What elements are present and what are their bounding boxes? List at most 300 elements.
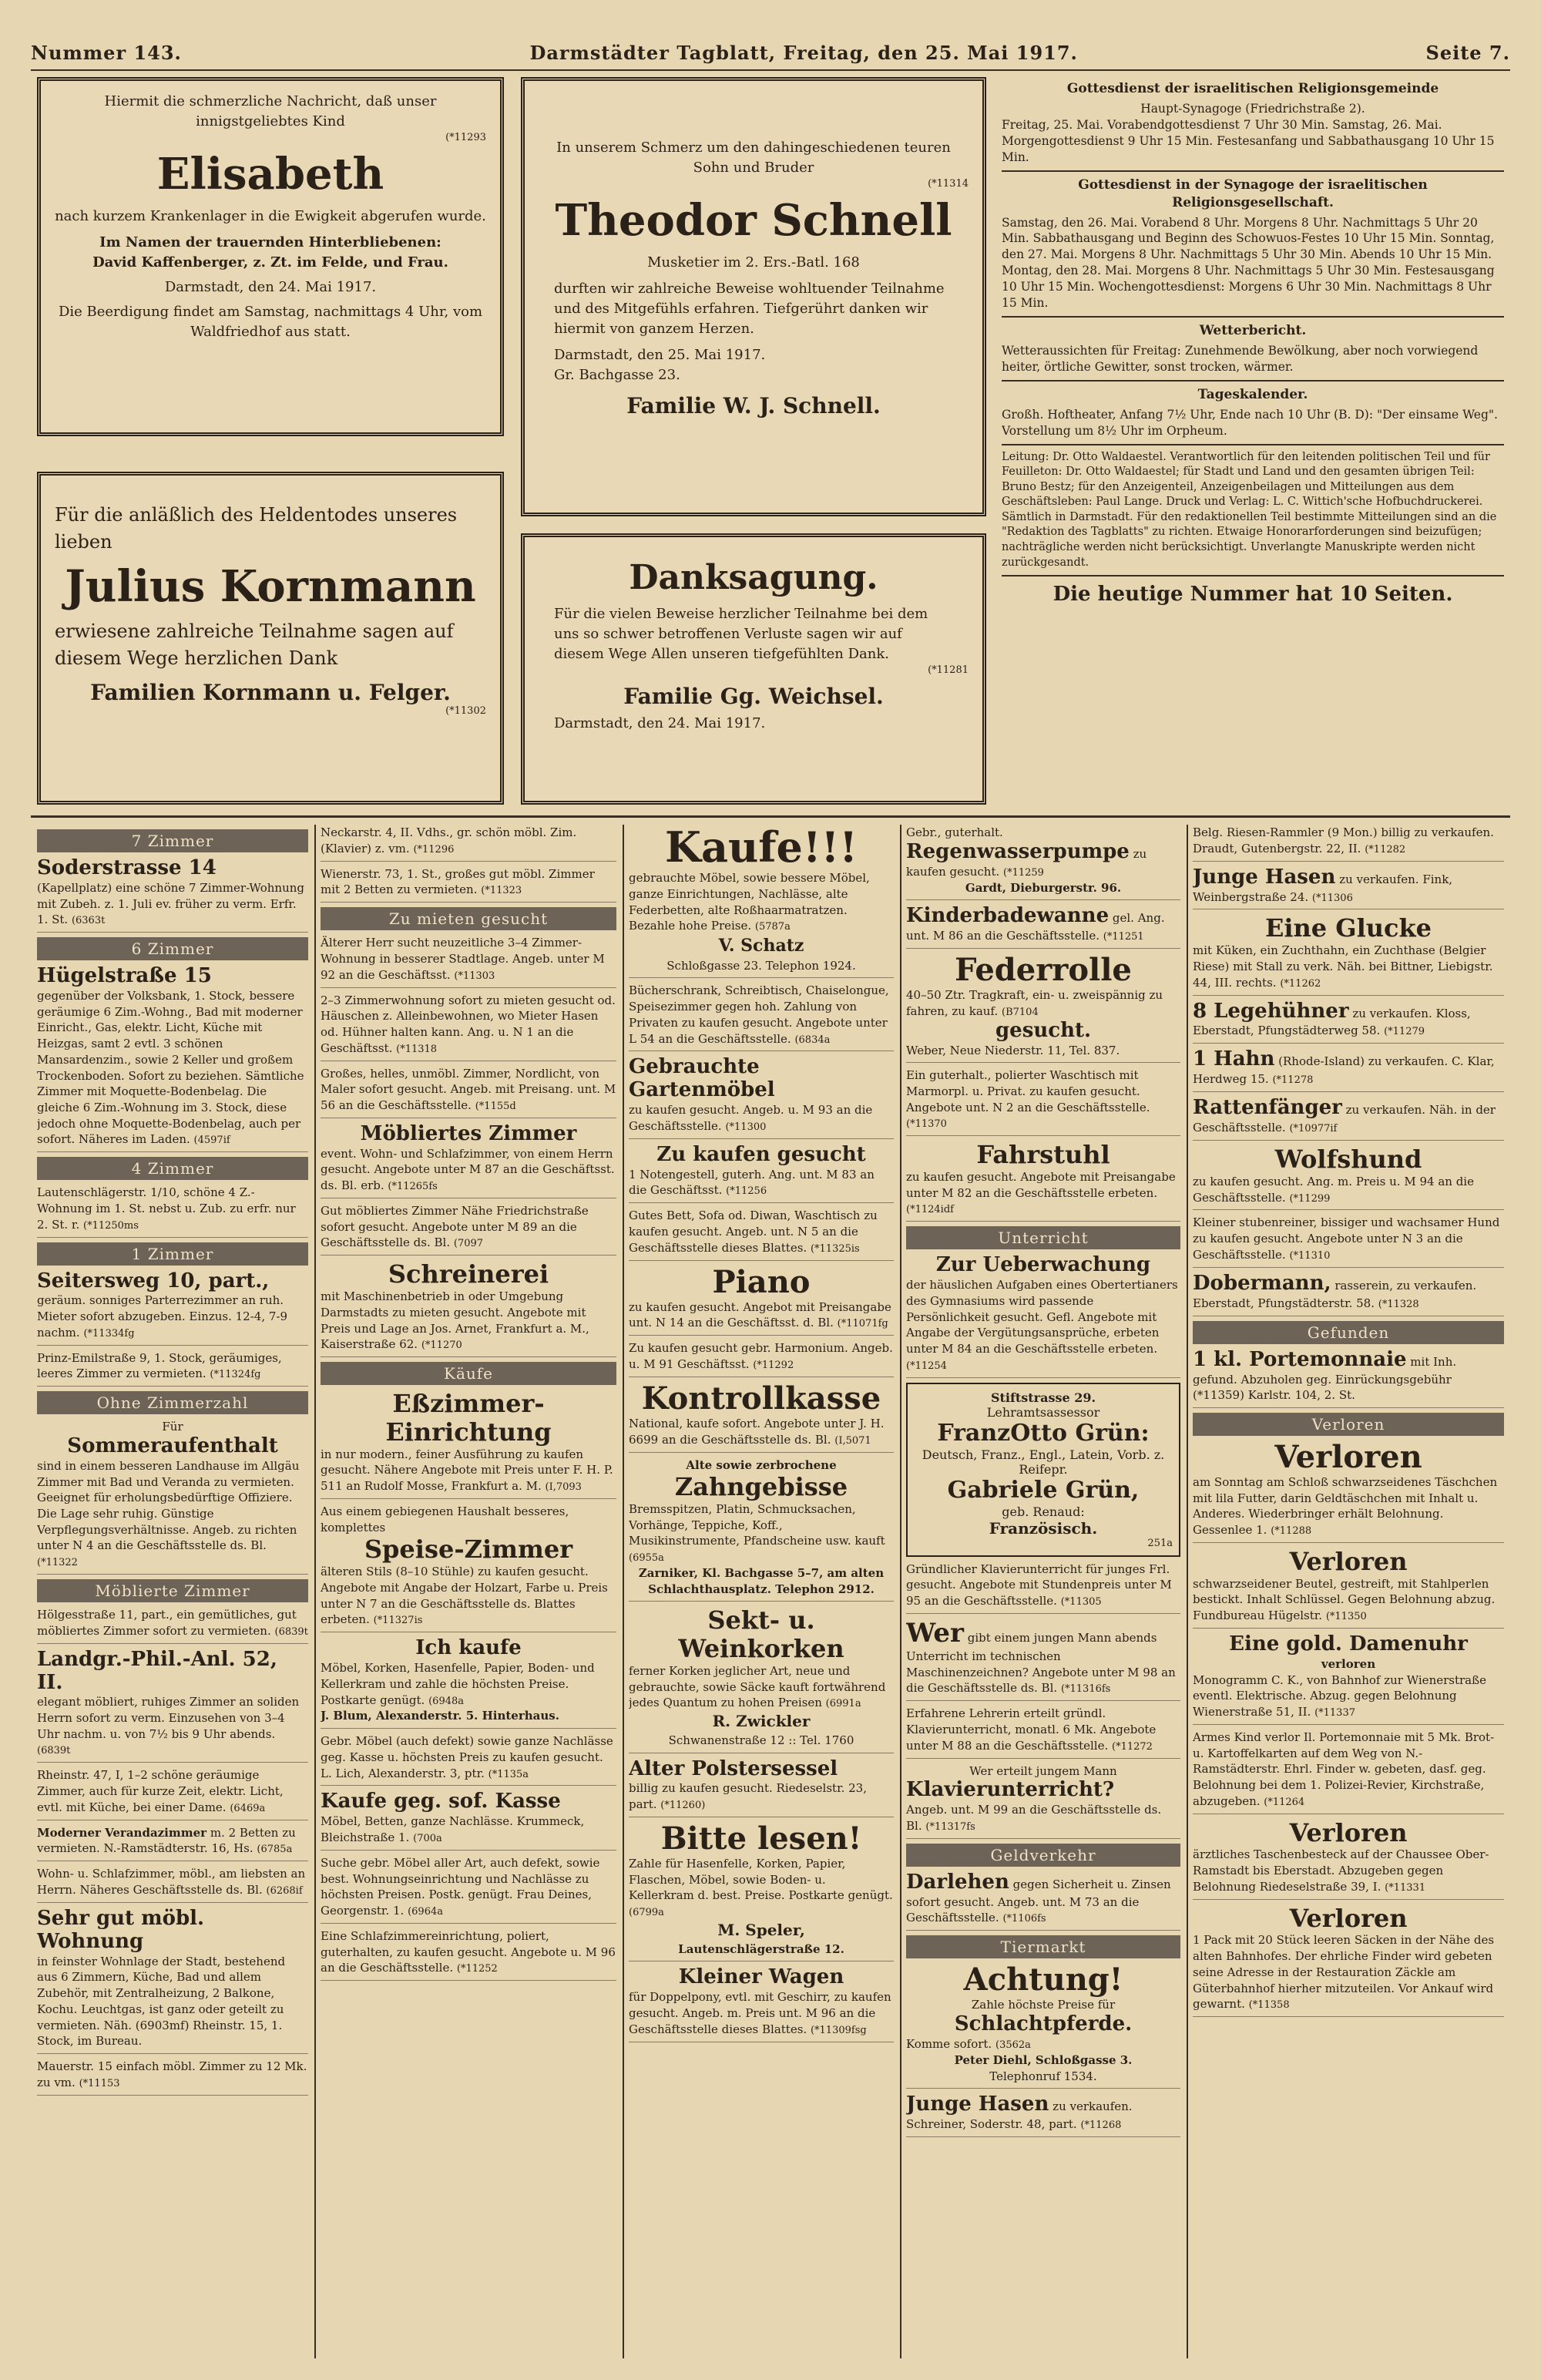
ad-zimmerwohnung [321, 993, 616, 1061]
col4-a3-h: Federrolle [955, 952, 1132, 989]
notice-signature: Familien Kornmann u. Felger. [90, 679, 451, 705]
col5-a13-h: Eine gold. Damenuhr [1229, 1632, 1468, 1656]
ad-junge-hasen-1 [906, 2093, 1180, 2137]
page-header [31, 40, 1510, 71]
col2-a4-t: 2–3 Zimmerwohnung sofort zu mieten gesucht od. Häuschen z. Alleinbewohnen, wo Mieter Hasen od. Hühner halten kann. Ang. u. N 1 an die Geschäftsst. [321, 993, 616, 1055]
col3-a8-r: (I,5071 [834, 1434, 871, 1447]
col5-a12-t: schwarzseidener Beutel, gestreift, mit Stahlperlen bestickt. Inhalt Schlüssel. Gegen Belohnung abzug. Fundbureau Hügelstr. [1193, 1576, 1496, 1623]
col2-a3-r: (*11303 [454, 970, 495, 982]
col4-a13-r: (*11268 [1080, 2119, 1122, 2132]
col5-a9-r: (*11328 [1378, 1298, 1419, 1310]
col5-a16-r: (*11358 [1248, 1999, 1290, 2012]
col3-a11-t: billig zu kaufen gesucht. [629, 1781, 773, 1796]
col3-a5-t: Gutes Bett, Sofa od. Diwan, Waschtisch zu kaufen gesucht. Angeb. unt. N 5 an die Geschäftsstelle dieses Blattes. [629, 1208, 878, 1255]
col3-a1-addr: Schloßgasse 23. Telephon 1924. [666, 958, 856, 973]
mourners: David Kaffenberger, z. Zt. im Felde, und Frau. [92, 254, 448, 271]
ad-kinderbadewanne [906, 905, 1180, 949]
notice-intro: In unserem Schmerz um den dahingeschiedenen teuren Sohn und Bruder [556, 140, 951, 176]
col5-a9-t: rasserein, zu verkaufen. Eberstadt, Pfungstädterstr. 58. [1193, 1278, 1477, 1310]
ad-wolfshund [1193, 1145, 1504, 1210]
ad-rattenfaenger [1193, 1097, 1504, 1141]
col2-a14-t: Suche gebr. Möbel aller Art, auch defekt, sowie best. Wohnungseinrichtung und Nachlässe zu höchsten Preisen. Postk. genügt. Frau Deines, Georgenstr. 1. [321, 1855, 600, 1918]
col4-a3-t: 40–50 Ztr. Tragkraft, ein- u. zweispännig zu fahren, zu kauf. [906, 988, 1163, 1018]
col4-box-n1: FranzOtto Grün: [937, 1419, 1150, 1447]
ad-neckarstr [321, 825, 616, 862]
col4-a10-t: Wer erteilt jungem Mann [969, 1763, 1117, 1778]
ad-aelterer-herr [321, 935, 616, 987]
notice-place-date: Darmstadt, den 24. Mai 1917. [554, 714, 766, 731]
notice-intro: Hiermit die schmerzliche Nachricht, daß unser innigstgeliebtes Kind [104, 93, 437, 130]
ad-seitersweg [37, 1270, 308, 1346]
notice-ref: (*11293 [445, 132, 486, 144]
ad-klavierunterricht-gesucht [906, 1561, 1180, 1614]
col5-a15-h: Verloren [1289, 1817, 1408, 1847]
col3-a8-h: Kontrollkasse [641, 1380, 881, 1417]
col5-a7-h: Wolfshund [1274, 1145, 1422, 1175]
col1-a1-h: Soderstrasse 14 [37, 856, 217, 879]
col3-a10-sig: R. Zwickler [712, 1712, 811, 1731]
section-1-zimmer: 1 Zimmer [37, 1242, 308, 1266]
col4-box-r: 251a [1147, 1537, 1173, 1549]
col2-a5-t: Großes, helles, unmöbl. Zimmer, Nordlicht, von Maler sofort gesucht. Angeb. mit Preisang. unt. M 56 an die Geschäftsstelle. [321, 1066, 616, 1112]
col2-a7-r: (7097 [453, 1238, 484, 1250]
ad-polstersessel [629, 1758, 894, 1818]
col3-a10-t: ferner Korken jeglicher Art, neue und gebrauchte, sowie Säcke kauft fortwährend jedes Quantum zu hohen Preisen [629, 1664, 886, 1710]
ad-buecherschrank [629, 983, 894, 1051]
col2-a4-r: (*11318 [396, 1043, 438, 1055]
col1-a8-r: (6839t [37, 1745, 71, 1757]
thanks-notice-kornmann [37, 472, 504, 805]
section-tiermarkt: Tiermarkt [906, 1935, 1180, 1958]
ad-kleiner-hund [1193, 1215, 1504, 1267]
col3-a6-r: (*11071fg [837, 1318, 888, 1330]
col3-a12-addr: Lautenschlägerstraße 12. [678, 1941, 844, 1956]
ad-hahn [1193, 1048, 1504, 1092]
section-4-zimmer: 4 Zimmer [37, 1157, 308, 1180]
calendar-title: Tageskalender. [1197, 386, 1308, 402]
col4-a4-r: (*11370 [906, 1118, 947, 1131]
col4-a12-t: Zahle höchste Preise für [971, 1998, 1116, 2012]
ad-glucke [1193, 914, 1504, 995]
ad-zahngebisse [629, 1457, 894, 1602]
ad-kaufe-schatz [629, 825, 894, 978]
col1-a9-r: (6469a [230, 1802, 266, 1814]
ad-portemonnaie-gefunden [1193, 1349, 1504, 1408]
ad-fahrstuhl [906, 1141, 1180, 1222]
col4-a5-r: (*1124idf [906, 1204, 954, 1216]
notice-name: Elisabeth [156, 149, 384, 200]
ad-wohn-schlafzimmer [37, 1866, 308, 1903]
section-ohne-zimmerzahl: Ohne Zimmerzahl [37, 1391, 308, 1414]
col4-a9-r: (*11272 [1112, 1740, 1153, 1753]
notice-text: erwiesene zahlreiche Teilnahme sagen auf diesem Wege herzlichen Dank [55, 620, 454, 669]
col5-a14-r: (*11264 [1264, 1796, 1305, 1808]
ad-notengestell [629, 1144, 894, 1204]
death-notice-schnell [521, 77, 986, 516]
ad-suche-moebel [321, 1855, 616, 1924]
ad-gebr-moebel [321, 1733, 616, 1786]
col5-a16-t: 1 Pack mit 20 Stück leeren Säcken in der Nähe des alten Bahnhofes. Der ehrliche Finder wird gebeten seine Adresse in der Restauration Zäckle am Güterbahnhof hierher mitzuteilen. Vor Ankauf wird gewarnt. [1193, 1933, 1495, 2012]
col4-a8-h: Wer [906, 1617, 964, 1649]
ad-verloren-beutel [1193, 1548, 1504, 1629]
notice-text: Für die vielen Beweise herzlicher Teilnahme bei dem uns so schwer betroffenen Verluste sagen wir auf diesem Wege Allen unseren tiefgefühlten Dank. [554, 605, 928, 662]
ad-gartenmoebel [629, 1056, 894, 1138]
col5-a2-h: Junge Hasen [1193, 865, 1336, 889]
ad-verloren-saecke [1193, 1904, 1504, 2017]
col1-a10-h: Moderner Verandazimmer [37, 1825, 207, 1840]
ad-lehrerin [906, 1706, 1180, 1758]
col3-a9-t: Bremsspitzen, Platin, Schmucksachen, Vorhänge, Teppiche, Koff., Musikinstrumente, Pfandscheine usw. kauft [629, 1502, 885, 1548]
section-kaeufe: Käufe [321, 1362, 616, 1385]
col4-box-l2: Deutsch, Franz., Engl., Latein, Vorb. z. Reifepr. [922, 1447, 1165, 1477]
ad-kleiner-wagen [629, 1966, 894, 2042]
notice-signature: Familie W. J. Schnell. [626, 393, 881, 419]
ad-huegelstrasse [37, 965, 308, 1152]
col5-a10-t: mit Inh. gefund. Abzuholen geg. Einrückungsgebühr (*11359) Karlstr. 104, 2. St. [1193, 1354, 1457, 1403]
col5-a11-t: am Sonntag am Schloß schwarzseidenes Täschchen mit lila Futter, darin Geldtäschchen mit Inhalt u. Anderes. Wiederbringer erhält Belohnung. Gessenlee 1. [1193, 1474, 1498, 1537]
ad-regenwasserpumpe [906, 825, 1180, 900]
col3-a8-t: National, kaufe sofort. Angebote unter J. H. 6699 an die Geschäftsstelle ds. Bl. [629, 1416, 885, 1447]
col4-a10-r: (*11317fs [925, 1820, 975, 1833]
col2-a9-h: Eßzimmer-Einrichtung [385, 1389, 552, 1447]
col4-a4-t: Ein guterhalt., polierter Waschtisch mit Marmorpl. u. Privat. zu kaufen gesucht. Angebote unt. N 2 an die Geschäftsstelle. [906, 1068, 1150, 1114]
col4-a1-h: Regenwasserpumpe [906, 839, 1130, 863]
col4-a1-sig: Gardt, Dieburgerstr. 96. [965, 880, 1122, 895]
col2-a13-h: Kaufe geg. sof. Kasse [321, 1790, 561, 1814]
ad-gruen-unterricht [906, 1383, 1180, 1557]
col2-a11-sig: J. Blum, Alexanderstr. 5. Hinterhaus. [321, 1709, 559, 1723]
notice-name: Julius Kornmann [65, 560, 476, 612]
ad-achtung [906, 1963, 1180, 2089]
col5-a12-h: Verloren [1289, 1546, 1408, 1576]
section-geldverkehr: Geldverkehr [906, 1844, 1180, 1867]
col3-a10-r: (6991a [825, 1698, 861, 1710]
col3-a2-t: Bücherschrank, Schreibtisch, Chaiselongue, Speisezimmer gegen hoh. Zahlung von Privaten zu kaufen gesucht. Angebote unter L 54 an die Geschäftsstelle. [629, 983, 889, 1046]
col5-a1-t: Belg. Riesen-Rammler (9 Mon.) billig zu verkaufen. Draudt, Gutenbergstr. 22, II. [1193, 825, 1494, 856]
col2-a15-r: (*11252 [456, 1963, 498, 1975]
col1-a1-r: (6363t [71, 915, 106, 927]
col4-a1-r: (*11259 [1003, 866, 1044, 879]
ad-verloren-besteck [1193, 1819, 1504, 1900]
col2-a14-r: (6964a [408, 1906, 443, 1918]
col1-a11-t: Wohn- u. Schlafzimmer, möbl., am liebsten an Herrn. Näheres Geschäftsstelle ds. Bl. [37, 1867, 306, 1898]
ad-speise-zimmer [321, 1504, 616, 1632]
col5-a6-h: Rattenfänger [1193, 1096, 1342, 1120]
ad-damenuhr [1193, 1633, 1504, 1725]
col5-a7-r: (*11299 [1289, 1192, 1331, 1205]
col4-box-l3: geb. Renaud: [1002, 1504, 1085, 1519]
col3-a13-t: für Doppelpony, evtl. mit Geschirr, zu kaufen gesucht. Angeb. m. Preis unt. M 96 an die Geschäftsstelle dieses Blattes. [629, 1990, 891, 2036]
col3-a13-h: Kleiner Wagen [678, 1965, 844, 1989]
col4-a7-t: Gründlicher Klavierunterricht für junges Frl. gesucht. Angebote mit Stundenpreis unter M 95 an die Geschäftsstelle. [906, 1561, 1172, 1608]
col4-a3-h2: gesucht. [995, 1018, 1092, 1042]
col3-a10-h: Sekt- u. Weinkorken [678, 1605, 844, 1664]
col5-a5-t: (Rhode-Island) zu verkaufen. C. Klar, Herdweg 15. [1193, 1054, 1495, 1087]
col4-a13-h: Junge Hasen [906, 2093, 1049, 2116]
col2-a11-t: Möbel, Korken, Hasenfelle, Papier, Boden- und Kellerkram und zahle die höchsten Preise. Postkarte genügt. [321, 1661, 595, 1707]
ad-kaufe-kasse [321, 1790, 616, 1851]
col5-a13-sub: verloren [1321, 1656, 1376, 1671]
section-7-zimmer: 7 Zimmer [37, 829, 308, 852]
col2-a12-t: Gebr. Möbel (auch defekt) sowie ganze Nachlässe geg. Kasse u. höchsten Preis zu kaufen gesucht. L. Lich, Alexanderstr. 3, ptr. [321, 1734, 613, 1780]
col3-a9-r: (6955a [629, 1552, 664, 1565]
col2-a9-t: in nur modern., feiner Ausführung zu kaufen gesucht. Nähere Angebote mit Preis unter F. H. P. 511 an Rudolf Mosse, Frankfurt a. M. [321, 1447, 613, 1494]
col1-a3-r: (*11250ms [83, 1219, 139, 1232]
ad-wienerstr [321, 866, 616, 903]
col3-a9-sub: Alte sowie zerbrochene [686, 1457, 837, 1472]
col2-a6-h: Möbliertes Zimmer [360, 1121, 577, 1145]
col5-a7-t: zu kaufen gesucht. Ang. m. Preis u. M 94 an die Geschäftsstelle. [1193, 1174, 1474, 1205]
ad-harmonium [629, 1340, 894, 1377]
ad-sommeraufenthalt [37, 1419, 308, 1575]
section-gefunden: Gefunden [1193, 1321, 1504, 1344]
ad-ueberwachung [906, 1254, 1180, 1377]
notice-place-date: Darmstadt, den 24. Mai 1917. [164, 279, 377, 296]
ad-soderstrasse [37, 857, 308, 933]
col2-a2-t: Wienerstr. 73, 1. St., großes gut möbl. Zimmer mit 2 Betten zu vermieten. [321, 866, 595, 897]
col4-a12-sig: Peter Diehl, Schloßgasse 3. [954, 2052, 1133, 2067]
col1-a7-r: (6839t [274, 1625, 308, 1638]
col1-a6-sub: Für [162, 1420, 183, 1434]
ad-riesen-rammler [1193, 825, 1504, 862]
info-column [1002, 77, 1504, 805]
col3-a12-h: Bitte lesen! [660, 1820, 862, 1857]
col2-a15-t: Eine Schlafzimmereinrichtung, poliert, guterhalten, zu kaufen gesucht. Angebote u. M 96 an die Geschäftsstelle. [321, 1928, 616, 1975]
col1-a6-t: sind in einem besseren Landhause im Allgäu Zimmer mit Bad und Veranda zu vermieten. Geeignet für erholungsbedürftige Offiziere. Die Lage sehr ruhig. Günstige Verpflegungsverhältnisse. Angeb. zu richten unter N 4 an die Geschäftsstelle ds. Bl. [37, 1458, 300, 1553]
ad-armes-kind [1193, 1730, 1504, 1814]
col5-a3-r: (*11262 [1280, 977, 1321, 990]
ad-moebl-wohnung [37, 1908, 308, 2054]
notice-place-date: Darmstadt, den 25. Mai 1917. [554, 347, 766, 364]
ad-mauerstr [37, 2059, 308, 2096]
col1-a3-t: Lautenschlägerstr. 1/10, schöne 4 Z.-Wohnung im 1. St. nebst u. Zub. zu erfr. nur 2. St. r. [37, 1185, 296, 1232]
col5-a13-r: (*11337 [1314, 1706, 1355, 1719]
col3-a1-t: gebrauchte Möbel, sowie bessere Möbel, ganze Einrichtungen, Nachlässe, alte Federbetten, alte Roßhaarmatratzen. Bezahle hohe Preise. [629, 871, 870, 933]
ad-dobermann [1193, 1272, 1504, 1316]
ad-legehuehner [1193, 1000, 1504, 1044]
col1-a5-t: Prinz-Emilstraße 9, 1. Stock, geräumiges, leeres Zimmer zu vermieten. [37, 1350, 282, 1381]
col1-a13-r: (*11153 [79, 2077, 120, 2089]
ad-klavierunterricht [906, 1763, 1180, 1839]
page-count-note: Die heutige Nummer hat 10 Seiten. [1053, 583, 1453, 607]
col2-a8-r: (*11270 [421, 1340, 462, 1352]
section-moeblierte-zimmer: Möblierte Zimmer [37, 1579, 308, 1602]
ad-nordlicht [321, 1066, 616, 1118]
col4-a11-t: gegen Sicherheit u. Zinsen sofort gesucht. Angeb. unt. M 73 an die Geschäftsstelle. [906, 1877, 1171, 1925]
imprint: Leitung: Dr. Otto Waldaestel. Verantwortlich für den leitenden politischen Teil und für Feuilleton: Dr. Otto Waldaestel; für Stadt und Land und den gesamten übrigen Teil: Bruno Bestz; für den Anzeigenteil, Anzeigenbeilagen und Mitteilungen aus dem Geschäftsleben: Paul Lange. Druck und Verlag: L. C. Wittich'sche Hofbuchdruckerei. Sämtlich in Darmstadt. Für den redaktionellen Teil bestimmte Mitteilungen sind an die "Redaktion des Tagblatts" zu richten. Etwaige Honorarforderungen sind beizufügen; nachträgliche werden nicht berücksichtigt. Unverlangte Manuskripte werden nicht zurückgesandt. [1002, 450, 1497, 569]
col3-a2-r: (6834a [794, 1034, 831, 1046]
ad-verandazimmer [37, 1825, 308, 1862]
classified-column-5 [1193, 825, 1504, 2358]
col5-a14-t: Armes Kind verlor Il. Portemonnaie mit 5 Mk. Brot- u. Kartoffelkarten auf dem Weg von N.-Ramstädterstr. Ehrl. Finder w. gebeten, dasf. geg. Belohnung bei dem 1. Polizei-Revier, Kirchstraße, abzugeben. [1193, 1730, 1495, 1808]
section-6-zimmer: 6 Zimmer [37, 937, 308, 960]
col5-a2-r: (*11306 [1311, 892, 1353, 904]
col5-a12-r: (*11350 [1325, 1611, 1367, 1623]
col5-a4-t: zu verkaufen. Kloss, Eberstadt, Pfungstädterweg 58. [1193, 1006, 1471, 1038]
col5-a4-h: 8 Legehühner [1193, 999, 1349, 1023]
col2-a8-t: mit Maschinenbetrieb in oder Umgebung Darmstadts zu mieten gesucht. Angebote mit Preis und Lage an Jos. Arnet, Frankfurt a. M., Kaiserstraße 62. [321, 1289, 589, 1352]
col5-a8-t: Kleiner stubenreiner, bissiger und wachsamer Hund zu kaufen gesucht. Angebote unter N 3 an die Geschäftsstelle. [1193, 1215, 1500, 1262]
col2-a10-r: (*11327is [373, 1615, 423, 1627]
col5-a3-t: mit Küken, ein Zuchthahn, ein Zuchthase (Belgier Riese) mit Stall zu verk. Näh. bei Bittner, Liebigstr. 44, III. rechts. [1193, 943, 1493, 990]
col5-a11-r: (*11288 [1271, 1524, 1312, 1537]
col2-a13-r: (700a [413, 1833, 442, 1845]
ad-landgraf-phil [37, 1649, 308, 1763]
notice-ref: (*11314 [928, 178, 969, 190]
col1-a8-h: Landgr.-Phil.-Anl. 52, II. [37, 1647, 277, 1694]
col3-a4-r: (*11256 [726, 1185, 767, 1198]
col3-a3-t: zu kaufen gesucht. Angeb. u. M 93 an die Geschäftsstelle. [629, 1103, 873, 1133]
col4-a11-h: Darlehen [906, 1870, 1009, 1894]
col1-a5-r: (*11324fg [210, 1369, 261, 1381]
ad-ich-kaufe [321, 1637, 616, 1729]
col3-a11-addr: Riedeselstr. 23, part. [629, 1781, 867, 1812]
col2-a12-r: (*1135a [488, 1768, 529, 1780]
mourners-title: Im Namen der trauernden Hinterbliebenen: [99, 234, 441, 250]
col2-a7-t: Gut möbliertes Zimmer Nähe Friedrichstraße sofort gesucht. Angebote unter M 89 an die Geschäftsstelle ds. Bl. [321, 1204, 589, 1250]
classified-column-2 [321, 825, 616, 2358]
col3-a4-h: Zu kaufen gesucht [656, 1142, 866, 1166]
ad-moebliertes-zimmer [321, 1123, 616, 1198]
calendar-text: Großh. Hoftheater, Anfang 7½ Uhr, Ende nach 10 Uhr (B. D): "Der einsame Weg". Vorstellung um 8½ Uhr im Orpheum. [1002, 407, 1498, 438]
col3-a5-r: (*11325is [810, 1242, 860, 1255]
col5-a4-r: (*11279 [1384, 1026, 1425, 1038]
col2-a9-r: (I,7093 [545, 1481, 582, 1494]
col1-a2-t: gegenüber der Volksbank, 1. Stock, bessere geräumige 6 Zim.-Wohng., Bad mit moderner Einricht., Gas, elektr. Licht, Küche mit Heizgas, samt 2 evtl. 3 schönen Mansardenzim., sowie 2 Keller und großem Trockenboden. Sofort zu beziehen. Sämtliche Zimmer mit Moquette-Bodenbelag. Die gleiche 6 Zim.-Wohnung im 3. Stock, diese jedoch ohne Moquette-Bodenbelag, auch per sofort. Näheres im Laden. [37, 989, 304, 1147]
col3-a3-r: (*11300 [725, 1121, 767, 1133]
col1-a4-r: (*11334fg [83, 1327, 135, 1340]
col5-a15-r: (*11331 [1385, 1881, 1426, 1894]
col2-a11-h: Ich kaufe [415, 1636, 522, 1660]
col3-a7-r: (*11292 [753, 1359, 794, 1371]
col5-a5-r: (*11278 [1272, 1074, 1314, 1087]
funeral-info: Die Beerdigung findet am Samstag, nachmittags 4 Uhr, vom Waldfriedhof aus statt. [58, 304, 483, 341]
col4-a2-t: gel. Ang. unt. M 86 an die Geschäftsstelle. [906, 911, 1165, 943]
ad-bitte-lesen [629, 1822, 894, 1961]
ad-federrolle [906, 953, 1180, 1063]
col4-a9-t: Erfahrene Lehrerin erteilt gründl. Klavierunterricht, monatl. 6 Mk. Angebote unter M 88 an die Geschäftsstelle. [906, 1706, 1157, 1753]
col5-a10-h: 1 kl. Portemonnaie [1193, 1347, 1407, 1371]
col1-a12-h: Sehr gut möbl. Wohnung [37, 1906, 205, 1953]
notice-intro: Für die anläßlich des Heldentodes unseres lieben [55, 504, 458, 553]
ad-weinkorken [629, 1606, 894, 1753]
col4-a13-t: zu verkaufen. Schreiner, Soderstr. 48, part. [906, 2099, 1133, 2132]
col3-a13-r: (*11309fsg [810, 2024, 867, 2036]
col2-a1-r: (*11296 [413, 843, 455, 856]
col3-a7-t: Zu kaufen gesucht gebr. Harmonium. Angeb. u. M 91 Geschäftsst. [629, 1341, 893, 1371]
service-2-title: Gottesdienst in der Synagoge der israelitischen Religionsgesellschaft. [1078, 176, 1428, 210]
thanks-notice-weichsel [521, 533, 986, 805]
ad-junge-hasen-2 [1193, 866, 1504, 910]
col3-a10-addr: Schwanenstraße 12 :: Tel. 1760 [668, 1733, 854, 1747]
col4-a7-r: (*11305 [1060, 1595, 1102, 1608]
col4-a12-h2: Schlachtpferde. [954, 2012, 1133, 2036]
col3-a12-t: Zahle für Hasenfelle, Korken, Papier, Flaschen, Möbel, sowie Boden- u. Kellerkram d. best. Preise. Postkarte genügt. [629, 1857, 893, 1903]
col2-a6-r: (*11265fs [388, 1181, 438, 1193]
col4-box-n2: Gabriele Grün, [947, 1476, 1140, 1504]
col5-a1-r: (*11282 [1365, 843, 1406, 856]
service-1-title: Gottesdienst der israelitischen Religionsgemeinde [1066, 81, 1439, 96]
col1-a6-h: Sommeraufenthalt [67, 1434, 278, 1458]
section-unterricht: Unterricht [906, 1226, 1180, 1249]
notice-rank: Musketier im 2. Ers.-Batl. 168 [647, 254, 860, 271]
col1-a6-r: (*11322 [37, 1557, 78, 1569]
col5-a15-t: ärztliches Taschenbesteck auf der Chaussee Ober-Ramstadt bis Eberstadt. Abzugeben gegen Belohnung Riedeselstraße 39, I. [1193, 1847, 1489, 1894]
col4-a1-pre: Gebr., guterhalt. [906, 825, 1003, 839]
col4-a5-h: Fahrstuhl [976, 1140, 1110, 1170]
ad-waschtisch [906, 1067, 1180, 1136]
notice-text: nach kurzem Krankenlager in die Ewigkeit abgerufen wurde. [55, 207, 486, 224]
col1-a9-t: Rheinstr. 47, I, 1–2 schöne geräumige Zimmer, auch für kurze Zeit, elektr. Licht, evtl. mit Küche, bei einer Dame. [37, 1768, 284, 1814]
ad-hoelgesstrasse [37, 1607, 308, 1644]
classified-column-3 [629, 825, 894, 2358]
ad-lautenschlaeger [37, 1185, 308, 1237]
col3-a11-h: Alter Polstersessel [629, 1756, 838, 1780]
col2-a1-t: Neckarstr. 4, II. Vdhs., gr. schön möbl. Zim. (Klavier) z. vm. [321, 825, 577, 856]
col3-a1-sig: V. Schatz [718, 936, 804, 956]
ad-kontrollkasse [629, 1382, 894, 1453]
service-1-sub: Haupt-Synagoge (Friedrichstraße 2). [1140, 101, 1365, 116]
ad-gutes-bett [629, 1208, 894, 1260]
notice-name: Theodor Schnell [555, 195, 952, 247]
col3-a3-h: Gebrauchte Gartenmöbel [629, 1055, 775, 1102]
col4-box-addr: Stiftstrasse 29. [990, 1390, 1096, 1405]
col1-a12-t: in feinster Wohnlage der Stadt, bestehend aus 6 Zimmern, Küche, Bad und allem Zubehör, mit Zentralheizung, 2 Balkone, Kochu. Leuchtgas, ist ganz oder geteilt zu vermieten. Näh. (6903mf) Rheinstr. 15, 1. Stock, im Bureau. [37, 1954, 286, 2049]
ad-gut-moebliert [321, 1203, 616, 1256]
notice-signature: Familie Gg. Weichsel. [623, 683, 884, 709]
col2-a10-t: Aus einem gebiegenen Haushalt besseres, komplettes [321, 1504, 569, 1535]
col4-box-l4: Französisch. [989, 1518, 1098, 1538]
col3-a1-r: (5787a [754, 921, 791, 933]
col3-a12-r: (6799a [629, 1907, 664, 1919]
weather-title: Wetterbericht. [1199, 323, 1307, 339]
col4-a12-addr: Telephonruf 1534. [989, 2069, 1097, 2083]
col5-a16-h: Verloren [1289, 1903, 1408, 1933]
col2-a3-t: Älterer Herr sucht neuzeitliche 3–4 Zimmer-Wohnung in besserer Stadtlage. Angeb. unter M 92 an die Geschäftsst. [321, 936, 605, 982]
classified-column-1 [37, 825, 308, 2358]
col2-a2-r: (*11323 [481, 885, 522, 897]
ad-esszimmer [321, 1390, 616, 1499]
ad-schlafzimmer [321, 1928, 616, 1981]
col3-a1-h: Kaufe!!! [665, 825, 858, 872]
col4-box-l1: Lehramtsassessor [986, 1404, 1100, 1420]
col5-a6-r: (*10977if [1289, 1123, 1338, 1135]
col3-a9-sig: Zarniker, Kl. Bachgasse 5–7, am alten Schlachthausplatz. Telephon 2912. [638, 1566, 885, 1596]
col5-a13-t: Monogramm C. K., von Bahnhof zur Wienerstraße eventl. Elektrische. Abzug. gegen Belohnung Wienerstraße 51, II. [1193, 1672, 1487, 1719]
notice-ref: (*11302 [445, 704, 486, 717]
col5-a3-h: Eine Glucke [1264, 913, 1432, 943]
col2-a11-r: (6948a [428, 1695, 465, 1707]
col5-a11-h: Verloren [1274, 1438, 1422, 1475]
col2-a6-t: event. Wohn- und Schlafzimmer, von einem Herrn gesucht. Angebote unter M 87 an die Geschäftsst. ds. Bl. erb. [321, 1146, 615, 1193]
col3-a12-sig: M. Speler, [717, 1921, 805, 1940]
col1-a13-t: Mauerstr. 15 einfach möbl. Zimmer zu 12 Mk. zu vm. [37, 2059, 307, 2089]
col1-a1-t: (Kapellplatz) eine schöne 7 Zimmer-Wohnung mit Zubeh. z. 1. Juli ev. früher zu verm. Erfr. 1. St. [37, 880, 304, 927]
col2-a8-h: Schreinerei [388, 1259, 549, 1289]
ad-verloren-taeschchen [1193, 1440, 1504, 1543]
col4-a10-t2: Angeb. unt. M 99 an die Geschäftsstelle ds. Bl. [906, 1803, 1162, 1833]
paper-title: Darmstädter Tagblatt, Freitag, den 25. Mai 1917. [529, 41, 1078, 64]
col1-a10-t: m. 2 Betten zu vermieten. N.-Ramstädterstr. 16, Hs. [37, 1825, 296, 1856]
col4-a6-t: der häuslichen Aufgaben eines Obertertianers des Gymnasiums wird passende Persönlichkeit gesucht. Gefl. Angebote mit Angabe der Vergütungsansprüche, erbeten unter M 84 an die Geschäftsstelle erbeten. [906, 1278, 1178, 1356]
notice-street: Gr. Bachgasse 23. [554, 367, 680, 384]
col3-a4-t: 1 Notengestell, guterh. Ang. unt. M 83 an die Geschäftsst. [629, 1167, 875, 1198]
col4-a3-r: (B7104 [1002, 1006, 1039, 1018]
section-zu-mieten-gesucht: Zu mieten gesucht [321, 907, 616, 930]
col1-a2-r: (4597if [193, 1135, 230, 1147]
page-number: Seite 7. [1425, 41, 1510, 64]
col5-a8-r: (*11310 [1289, 1249, 1331, 1262]
